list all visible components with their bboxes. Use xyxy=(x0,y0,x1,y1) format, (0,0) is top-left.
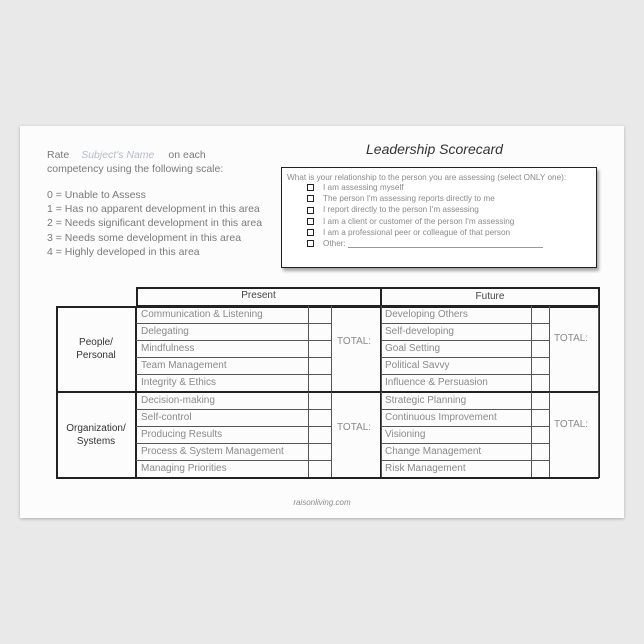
future-competency: Goal Setting xyxy=(385,343,441,354)
table-rule xyxy=(381,443,549,444)
scale-item: 4 = Highly developed in this area xyxy=(47,245,200,258)
rate-suffix: on each xyxy=(168,149,206,161)
present-competency: Self-control xyxy=(141,412,192,423)
relationship-option[interactable]: I am assessing myself xyxy=(307,182,596,193)
future-total-label: TOTAL: xyxy=(554,419,589,430)
relationship-option[interactable]: I am a professional peer or colleague of that person xyxy=(307,227,596,238)
table-rule xyxy=(136,460,331,461)
future-competency: Strategic Planning xyxy=(385,395,467,406)
table-rule xyxy=(549,306,550,391)
table-rule xyxy=(381,392,382,477)
table-rule xyxy=(598,392,599,477)
page-title: Leadership Scorecard xyxy=(366,141,503,157)
present-competency: Communication & Listening xyxy=(141,309,263,320)
present-competency: Managing Priorities xyxy=(141,463,227,474)
table-rule xyxy=(381,409,549,410)
present-total-label: TOTAL: xyxy=(337,422,372,433)
future-competency: Visioning xyxy=(385,429,426,440)
table-rule xyxy=(308,392,309,477)
footer-url: raisonliving.com xyxy=(293,498,351,507)
group-label xyxy=(56,422,136,448)
present-competency: Delegating xyxy=(141,326,189,337)
present-competency: Decision-making xyxy=(141,395,215,406)
scorecard-card xyxy=(20,126,624,518)
table-rule xyxy=(381,460,549,461)
relationship-box xyxy=(281,167,597,268)
scale-item: 0 = Unable to Assess xyxy=(47,189,146,201)
relationship-option[interactable]: I report directly to the person I'm assessing xyxy=(307,204,596,215)
future-competency: Influence & Persuasion xyxy=(385,377,488,388)
future-competency: Risk Management xyxy=(385,463,466,474)
table-rule xyxy=(136,426,331,427)
scale-item: 3 = Needs some development in this area xyxy=(47,231,242,244)
table-rule xyxy=(331,392,332,477)
subject-name-field[interactable]: Subject's Name xyxy=(81,149,155,161)
rating-instructions xyxy=(47,148,297,259)
table-rule xyxy=(136,357,331,358)
present-competency: Process & System Management xyxy=(141,446,284,457)
table-rule xyxy=(381,323,549,324)
scale-item: 1 = Has no apparent development in this area xyxy=(47,203,260,216)
relationship-option[interactable]: I am a client or customer of the person I'm assessing xyxy=(307,216,596,227)
checkbox[interactable] xyxy=(307,229,314,236)
table-rule xyxy=(56,477,599,479)
present-competency: Team Management xyxy=(141,360,227,371)
scale-item: 2 = Needs significant development in this area xyxy=(47,217,263,230)
checkbox[interactable] xyxy=(307,207,314,214)
relationship-option-other[interactable]: Other: xyxy=(307,238,596,249)
table-rule xyxy=(549,392,550,477)
table-rule xyxy=(381,426,549,427)
relationship-question: What is your relationship to the person you are assessing (select ONLY one): xyxy=(287,173,567,182)
present-total-label: TOTAL: xyxy=(337,336,372,347)
table-rule xyxy=(136,287,599,289)
present-header: Present xyxy=(241,290,276,301)
checkbox[interactable] xyxy=(307,184,314,191)
table-rule xyxy=(308,306,309,391)
future-competency: Developing Others xyxy=(385,309,468,320)
relationship-option[interactable]: The person I'm assessing reports directly to me xyxy=(307,193,596,204)
present-competency: Producing Results xyxy=(141,429,223,440)
rating-scale xyxy=(47,188,297,259)
rate-prefix: Rate xyxy=(47,149,70,161)
table-rule xyxy=(531,392,532,477)
table-rule xyxy=(136,409,331,410)
table-rule xyxy=(531,306,532,391)
future-competency: Political Savvy xyxy=(385,360,450,371)
table-rule xyxy=(381,340,549,341)
table-rule xyxy=(136,374,331,375)
table-rule xyxy=(56,306,599,308)
table-rule xyxy=(331,306,332,391)
table-rule xyxy=(56,391,599,393)
table-rule xyxy=(136,443,331,444)
table-rule xyxy=(381,374,549,375)
future-header: Future xyxy=(475,291,505,302)
other-input-line[interactable] xyxy=(348,239,543,248)
group-label-line: People/ xyxy=(79,337,113,348)
future-competency: Continuous Improvement xyxy=(385,412,497,423)
future-total-label: TOTAL: xyxy=(554,333,589,344)
table-rule xyxy=(136,323,331,324)
checkbox[interactable] xyxy=(307,218,314,225)
table-rule xyxy=(136,340,331,341)
group-label-line: Organization/ xyxy=(66,423,126,434)
table-rule xyxy=(381,357,549,358)
present-competency: Mindfulness xyxy=(141,343,195,354)
table-rule xyxy=(135,306,137,478)
checkbox[interactable] xyxy=(307,195,314,202)
group-label-line: Personal xyxy=(76,350,116,361)
checkbox[interactable] xyxy=(307,240,314,247)
group-label-line: Systems xyxy=(76,436,116,447)
future-competency: Change Management xyxy=(385,446,482,457)
present-competency: Integrity & Ethics xyxy=(141,377,217,388)
table-rule xyxy=(381,306,382,391)
rate-line-2: competency using the following scale: xyxy=(47,163,224,175)
table-rule xyxy=(598,306,599,391)
group-label xyxy=(56,336,136,362)
future-competency: Self-developing xyxy=(385,326,454,337)
